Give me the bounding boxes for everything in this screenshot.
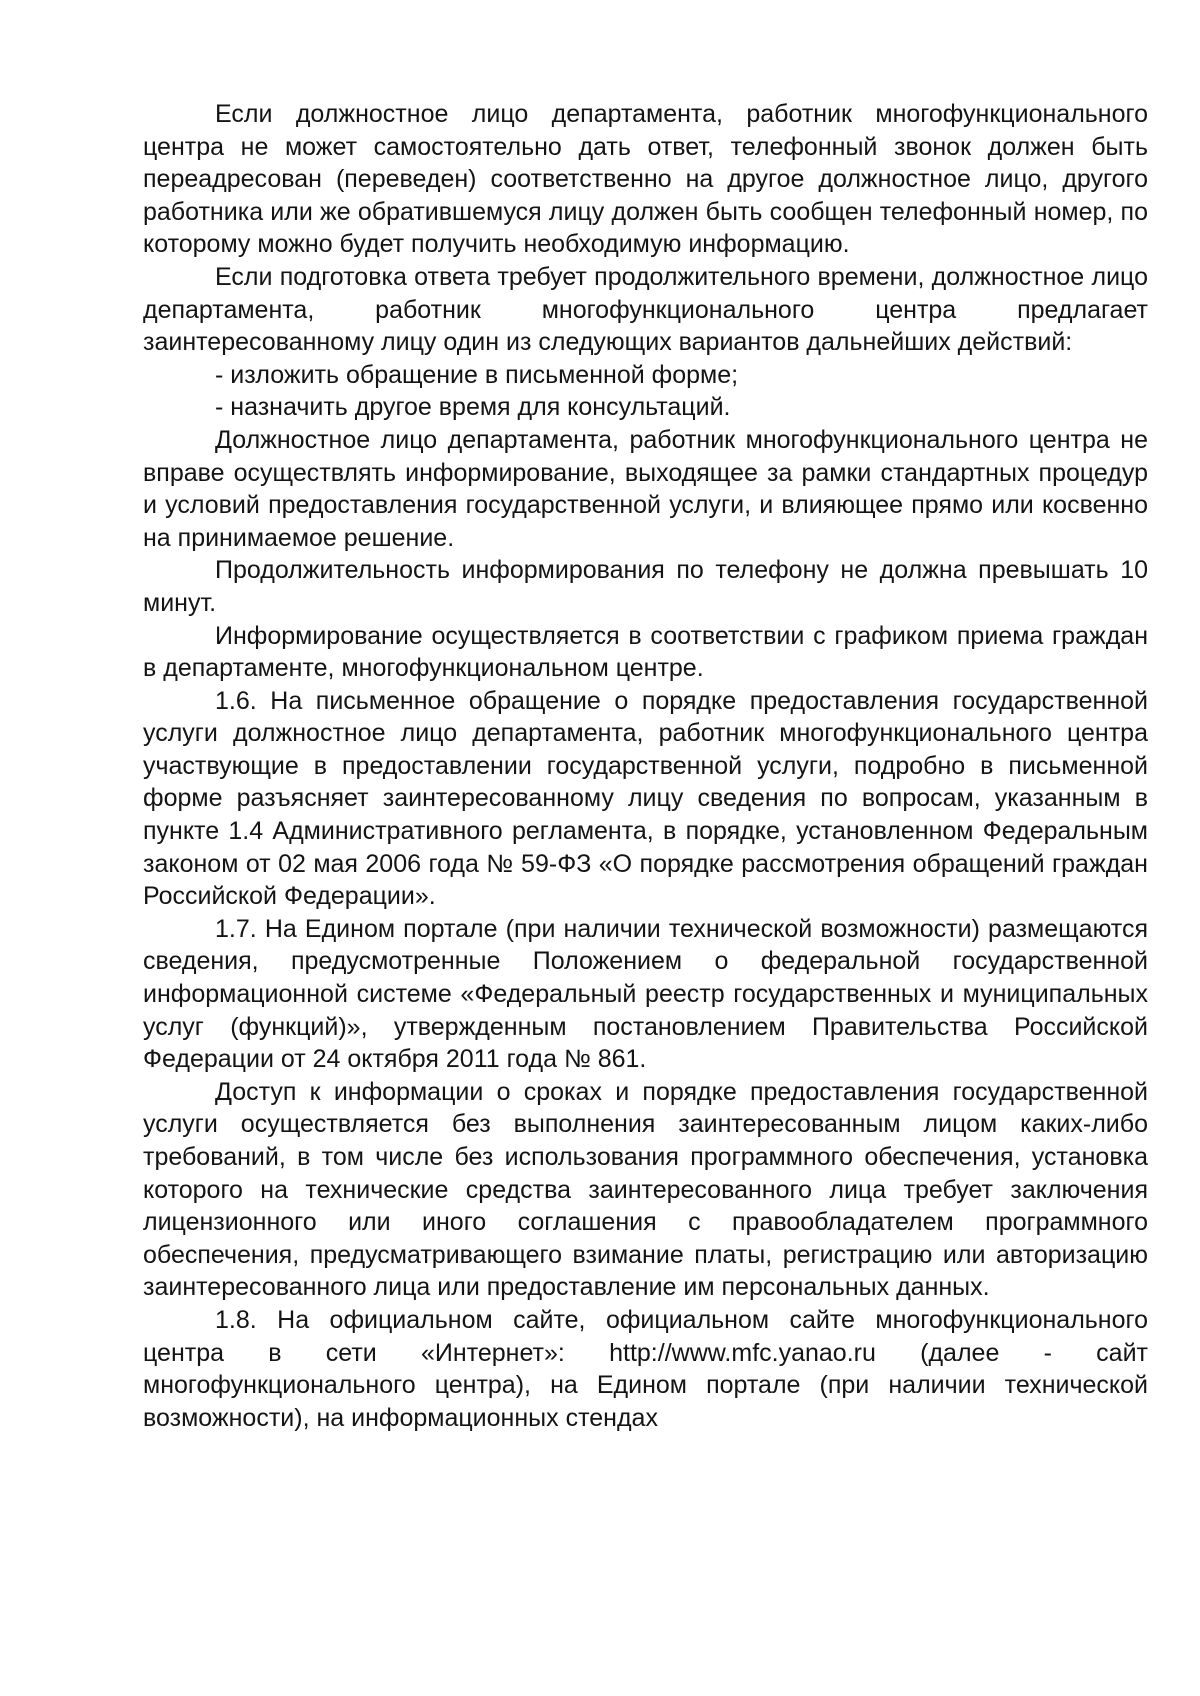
paragraph-section-1-7: 1.7. На Едином портале (при наличии технической возможности) размещаются сведения, предусмотренные Положением о федеральной государственной информационной системе «Федеральный реестр государственных и муниципальных услуг (функций)», утвержденным постановлением Правительства Российской Федерации от 24 октября 2011 года № 861. xyxy=(143,914,1148,1074)
paragraph-section-1-8: 1.8. На официальном сайте, официальном сайте многофункционального центра в сети «Интернет»: http://www.mfc.yanao.ru (далее - сайт многофункционального центра), на Едином портале (при наличии технической возможности), на информационных стендах xyxy=(143,1305,1148,1432)
paragraph-restrictions: Должностное лицо департамента, работник многофункционального центра не вправе осуществлять информирование, выходящее за рамки стандартных процедур и условий предоставления государственной услуги, и влияющее прямо или косвенно на принимаемое решение. xyxy=(143,425,1148,552)
paragraph-long-answer: Если подготовка ответа требует продолжительного времени, должностное лицо департамента, работник многофункционального центра предлагает заинтересованному лицу один из следующих вариантов дальнейших действий: xyxy=(143,262,1148,357)
paragraph-duration: Продолжительность информирования по телефону не должна превышать 10 минут. xyxy=(143,556,1148,617)
paragraph-access: Доступ к информации о сроках и порядке предоставления государственной услуги осуществляется без выполнения заинтересованным лицом каких-либо требований, в том числе без использования программного обеспечения, установка которого на технические средства заинтересованного лица требует заключения лицензионного или иного соглашения с правообладателем программного обеспечения, предусматривающего взимание платы, регистрацию или авторизацию заинтересованного лица или предоставление им персональных данных. xyxy=(143,1077,1148,1302)
paragraph-schedule: Информирование осуществляется в соответствии с графиком приема граждан в департаменте, многофункциональном центре. xyxy=(143,621,1148,683)
list-item-other-time: - назначить другое время для консультаций. xyxy=(215,393,731,422)
document-body xyxy=(143,98,1148,1434)
paragraph-redirect-call: Если должностное лицо департамента, работник многофункционального центра не может самостоятельно дать ответ, телефонный звонок должен быть переадресован (переведен) соответственно на другое должностное лицо, другого работника или же обратившемуся лицу должен быть сообщен телефонный номер, по которому можно будет получить необходимую информацию. xyxy=(143,100,1148,259)
paragraph-section-1-6: 1.6. На письменное обращение о порядке предоставления государственной услуги должностное лицо департамента, работник многофункционального центра участвующие в предоставлении государственной услуги, подробно в письменной форме разъясняет заинтересованному лицу сведения по вопросам, указанным в пункте 1.4 Административного регламента, в порядке, установленном Федеральным законом от 02 мая 2006 года № 59-ФЗ «О порядке рассмотрения обращений граждан Российской Федерации». xyxy=(143,686,1148,911)
list-item-written-form: - изложить обращение в письменной форме; xyxy=(215,360,739,389)
